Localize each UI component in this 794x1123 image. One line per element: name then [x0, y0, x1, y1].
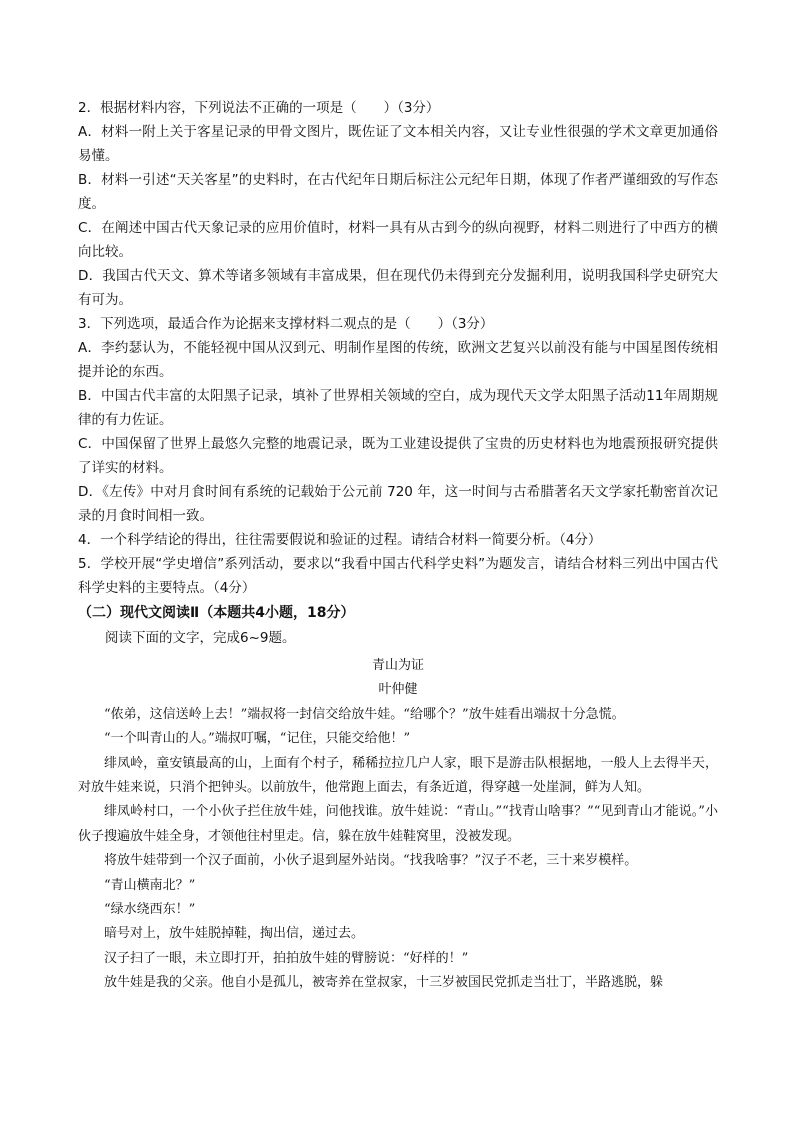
story-paragraph: 放牛娃是我的父亲。他自小是孤儿，被寄养在堂叔家，十三岁被国民党抓走当壮丁，半路逃脱，躲 [104, 975, 664, 991]
question-2-option-b: B．材料一引述“天关客星”的史料时，在古代纪年日期后标注公元纪年日期，体现了作者严谨细致的写作态度。 [78, 172, 718, 212]
story-paragraph: “青山横南北？” [104, 877, 196, 893]
story [78, 654, 718, 996]
question-3-option-c: C．中国保留了世界上最悠久完整的地震记录，既为工业建设提供了宝贵的历史材料也为地震预报研究提供了详实的材料。 [78, 436, 718, 476]
story-paragraph: “绿水绕西东！” [104, 902, 196, 918]
question-2-stem: 2．根据材料内容，下列说法不正确的一项是（ ）（3分） [78, 100, 440, 116]
question-2-option-a: A．材料一附上关于客星记录的甲骨文图片，既佐证了文本相关内容，又让专业性很强的学术文章更加通俗易懂。 [78, 124, 718, 164]
question-2-option-d: D．我国古代天文、算术等诸多领域有丰富成果，但在现代仍未得到充分发掘利用，说明我国科学史研究大有可为。 [78, 268, 718, 308]
question-3-option-d: D．《左传》中对月食时间有系统的记载始于公元前 720 年，这一时间与古希腊著名天文学家托勒密首次记录的月食时间相一致。 [78, 484, 718, 524]
story-author: 叶仲健 [378, 682, 418, 698]
story-paragraph: 暗号对上，放牛娃脱掉鞋，掏出信，递过去。 [104, 926, 365, 942]
story-paragraph: 汉子扫了一眼，未立即打开，拍拍放牛娃的臂膀说：“好样的！” [104, 950, 469, 966]
question-3-stem: 3．下列选项，最适合作为论据来支撑材料二观点的是（ ）（3分） [78, 316, 494, 332]
question-2-option-c: C．在阐述中国古代天象记录的应用价值时，材料一具有从古到今的纵向视野，材料二则进行了中西方的横向比较。 [78, 220, 718, 260]
question-4: 4．一个科学结论的得出，往往需要假说和验证的过程。请结合材料一简要分析。（4分） [78, 532, 602, 548]
story-paragraph: “一个叫青山的人。”端叔叮嘱，“记住，只能交给他！” [104, 731, 411, 747]
section-heading: （二）现代文阅读Ⅱ（本题共4小题，18分） [78, 605, 355, 621]
section-instruction: 阅读下面的文字，完成6~9题。 [105, 630, 296, 646]
document-page [78, 96, 718, 996]
question-3-option-a: A．李约瑟认为，不能轻视中国从汉到元、明制作星图的传统，欧洲文艺复兴以前没有能与中国星图传统相提并论的东西。 [78, 340, 718, 380]
story-paragraph: 将放牛娃带到一个汉子面前，小伙子退到屋外站岗。“找我啥事？”汉子不老，三十来岁模样。 [104, 853, 638, 869]
story-title: 青山为证 [371, 658, 424, 673]
question-3-option-b: B．中国古代丰富的太阳黑子记录，填补了世界相关领域的空白，成为现代天文学太阳黑子活动11年周期规律的有力佐证。 [78, 388, 718, 428]
story-paragraph: “侬弟，这信送岭上去！”端叔将一封信交给放牛娃。“给哪个？”放牛娃看出端叔十分急慌。 [104, 706, 625, 722]
story-paragraph: 绯凤岭，童安镇最高的山，上面有个村子，稀稀拉拉几户人家，眼下是游击队根据地，一般人上去得半天，对放牛娃来说，只消个把钟头。以前放牛，他常跑上面去，有条近道，得穿越一处崖洞，鲜为人知。 [78, 755, 718, 796]
story-paragraph: 绯凤岭村口，一个小伙子拦住放牛娃，问他找谁。放牛娃说：“青山。”“找青山啥事？”“见到青山才能说。”小伙子搜遍放牛娃全身，才领他往村里走。信，躲在放牛娃鞋窝里，没被发现。 [78, 804, 718, 844]
question-5: 5．学校开展“学史增信”系列活动，要求以“我看中国古代科学史料”为题发言，请结合材料三列出中国古代科学史料的主要特点。（4分） [78, 556, 718, 596]
